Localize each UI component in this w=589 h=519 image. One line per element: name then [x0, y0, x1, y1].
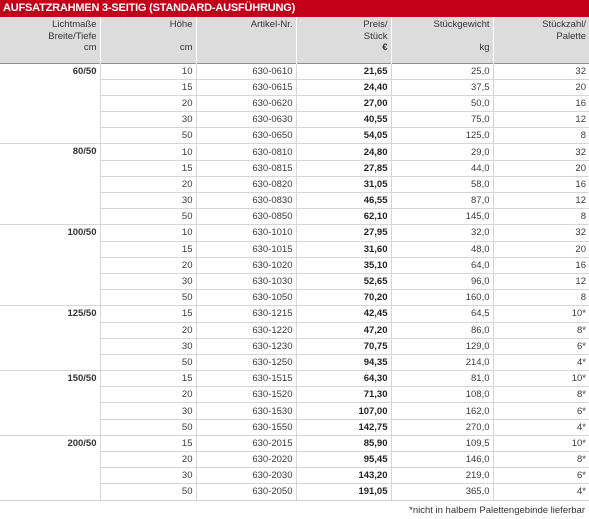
artikel-nr-cell: 630-0830	[196, 193, 296, 209]
size-cell	[0, 387, 100, 403]
size-cell	[0, 290, 100, 306]
hoehe-cell: 30	[100, 273, 196, 289]
stueckzahl-cell: 16	[493, 257, 589, 273]
table-header-row	[0, 17, 589, 63]
table-row	[0, 419, 589, 435]
header-text: Höhe	[169, 19, 193, 30]
hoehe-cell: 30	[100, 403, 196, 419]
size-cell: 60/50	[0, 63, 100, 79]
footnote: *nicht in halbem Palettengebinde lieferbar	[409, 504, 585, 516]
table-row	[0, 322, 589, 338]
hoehe-cell: 15	[100, 79, 196, 95]
size-cell: 150/50	[0, 371, 100, 387]
artikel-nr-cell: 630-1250	[196, 354, 296, 370]
hoehe-cell: 10	[100, 144, 196, 160]
preis-cell: 21,65	[296, 63, 391, 79]
gewicht-cell: 270,0	[391, 419, 493, 435]
hoehe-cell: 30	[100, 468, 196, 484]
size-cell	[0, 241, 100, 257]
size-cell	[0, 338, 100, 354]
header-text: Artikel-Nr.	[250, 19, 293, 30]
artikel-nr-cell: 630-1550	[196, 419, 296, 435]
artikel-nr-cell: 630-2050	[196, 484, 296, 500]
preis-cell: 95,45	[296, 452, 391, 468]
stueckzahl-cell: 6*	[493, 468, 589, 484]
price-table	[0, 17, 589, 501]
gewicht-cell: 44,0	[391, 160, 493, 176]
table-row	[0, 225, 589, 241]
stueckzahl-cell: 8*	[493, 452, 589, 468]
table-row	[0, 273, 589, 289]
stueckzahl-cell: 32	[493, 225, 589, 241]
header-unit: €	[382, 42, 388, 53]
table-row	[0, 63, 589, 79]
header-preis	[296, 17, 391, 63]
header-stueckgewicht	[391, 17, 493, 63]
stueckzahl-cell: 12	[493, 112, 589, 128]
preis-cell: 40,55	[296, 112, 391, 128]
gewicht-cell: 109,5	[391, 435, 493, 451]
gewicht-cell: 365,0	[391, 484, 493, 500]
preis-cell: 35,10	[296, 257, 391, 273]
table-row	[0, 176, 589, 192]
stueckzahl-cell: 32	[493, 63, 589, 79]
size-cell	[0, 95, 100, 111]
gewicht-cell: 108,0	[391, 387, 493, 403]
hoehe-cell: 50	[100, 354, 196, 370]
size-cell	[0, 176, 100, 192]
hoehe-cell: 30	[100, 193, 196, 209]
header-unit: cm	[83, 42, 97, 53]
table-row	[0, 354, 589, 370]
gewicht-cell: 87,0	[391, 193, 493, 209]
size-cell	[0, 484, 100, 500]
table-title: AUFSATZRAHMEN 3-SEITIG (STANDARD-AUSFÜHRUNG)	[0, 0, 589, 17]
table-row	[0, 257, 589, 273]
header-text: Breite/Tiefe	[48, 30, 97, 42]
table-row	[0, 79, 589, 95]
table-row	[0, 338, 589, 354]
gewicht-cell: 75,0	[391, 112, 493, 128]
table-row	[0, 387, 589, 403]
preis-cell: 27,85	[296, 160, 391, 176]
stueckzahl-cell: 6*	[493, 403, 589, 419]
artikel-nr-cell: 630-0650	[196, 128, 296, 144]
stueckzahl-cell: 4*	[493, 484, 589, 500]
preis-cell: 94,35	[296, 354, 391, 370]
stueckzahl-cell: 10*	[493, 371, 589, 387]
preis-cell: 27,95	[296, 225, 391, 241]
size-cell	[0, 160, 100, 176]
preis-cell: 142,75	[296, 419, 391, 435]
hoehe-cell: 50	[100, 290, 196, 306]
preis-cell: 54,05	[296, 128, 391, 144]
header-text: Stückzahl/	[542, 19, 586, 30]
size-cell	[0, 322, 100, 338]
table-row	[0, 403, 589, 419]
artikel-nr-cell: 630-1020	[196, 257, 296, 273]
table-row	[0, 468, 589, 484]
stueckzahl-cell: 32	[493, 144, 589, 160]
artikel-nr-cell: 630-0815	[196, 160, 296, 176]
size-cell	[0, 257, 100, 273]
table-row	[0, 209, 589, 225]
stueckzahl-cell: 20	[493, 160, 589, 176]
hoehe-cell: 20	[100, 322, 196, 338]
preis-cell: 143,20	[296, 468, 391, 484]
table-row	[0, 160, 589, 176]
artikel-nr-cell: 630-0615	[196, 79, 296, 95]
header-text: Stück	[363, 30, 388, 42]
stueckzahl-cell: 12	[493, 193, 589, 209]
size-cell	[0, 112, 100, 128]
preis-cell: 62,10	[296, 209, 391, 225]
artikel-nr-cell: 630-1215	[196, 306, 296, 322]
preis-cell: 71,30	[296, 387, 391, 403]
hoehe-cell: 15	[100, 306, 196, 322]
artikel-nr-cell: 630-2030	[196, 468, 296, 484]
preis-cell: 42,45	[296, 306, 391, 322]
size-cell	[0, 79, 100, 95]
hoehe-cell: 30	[100, 338, 196, 354]
preis-cell: 24,80	[296, 144, 391, 160]
size-cell	[0, 273, 100, 289]
size-cell	[0, 209, 100, 225]
gewicht-cell: 37,5	[391, 79, 493, 95]
artikel-nr-cell: 630-2015	[196, 435, 296, 451]
artikel-nr-cell: 630-0630	[196, 112, 296, 128]
header-lichtmasse	[0, 17, 100, 63]
artikel-nr-cell: 630-0810	[196, 144, 296, 160]
hoehe-cell: 20	[100, 257, 196, 273]
table-row	[0, 435, 589, 451]
header-text: Stückgewicht	[433, 19, 490, 30]
gewicht-cell: 125,0	[391, 128, 493, 144]
header-text: Lichtmaße	[52, 19, 97, 30]
size-cell: 200/50	[0, 435, 100, 451]
gewicht-cell: 145,0	[391, 209, 493, 225]
table-row	[0, 484, 589, 500]
stueckzahl-cell: 12	[493, 273, 589, 289]
preis-cell: 31,05	[296, 176, 391, 192]
size-cell: 100/50	[0, 225, 100, 241]
stueckzahl-cell: 8	[493, 290, 589, 306]
gewicht-cell: 64,0	[391, 257, 493, 273]
table-body	[0, 63, 589, 500]
gewicht-cell: 48,0	[391, 241, 493, 257]
artikel-nr-cell: 630-1030	[196, 273, 296, 289]
header-artikel-nr	[196, 17, 296, 63]
gewicht-cell: 81,0	[391, 371, 493, 387]
gewicht-cell: 25,0	[391, 63, 493, 79]
stueckzahl-cell: 4*	[493, 354, 589, 370]
stueckzahl-cell: 8*	[493, 322, 589, 338]
stueckzahl-cell: 8	[493, 128, 589, 144]
hoehe-cell: 15	[100, 241, 196, 257]
gewicht-cell: 219,0	[391, 468, 493, 484]
artikel-nr-cell: 630-1220	[196, 322, 296, 338]
stueckzahl-cell: 10*	[493, 435, 589, 451]
preis-cell: 24,40	[296, 79, 391, 95]
artikel-nr-cell: 630-1520	[196, 387, 296, 403]
hoehe-cell: 15	[100, 371, 196, 387]
preis-cell: 52,65	[296, 273, 391, 289]
table-row	[0, 371, 589, 387]
artikel-nr-cell: 630-1015	[196, 241, 296, 257]
table-row	[0, 193, 589, 209]
artikel-nr-cell: 630-1050	[196, 290, 296, 306]
size-cell	[0, 468, 100, 484]
header-unit: kg	[479, 42, 490, 53]
hoehe-cell: 10	[100, 63, 196, 79]
header-stueckzahl	[493, 17, 589, 63]
preis-cell: 191,05	[296, 484, 391, 500]
preis-cell: 31,60	[296, 241, 391, 257]
size-cell: 125/50	[0, 306, 100, 322]
gewicht-cell: 96,0	[391, 273, 493, 289]
stueckzahl-cell: 20	[493, 241, 589, 257]
table-row	[0, 290, 589, 306]
hoehe-cell: 50	[100, 209, 196, 225]
gewicht-cell: 64,5	[391, 306, 493, 322]
size-cell	[0, 419, 100, 435]
table-row	[0, 128, 589, 144]
header-text: Preis/	[363, 19, 388, 30]
stueckzahl-cell: 10*	[493, 306, 589, 322]
header-hoehe	[100, 17, 196, 63]
stueckzahl-cell: 8	[493, 209, 589, 225]
size-cell: 80/50	[0, 144, 100, 160]
gewicht-cell: 32,0	[391, 225, 493, 241]
gewicht-cell: 162,0	[391, 403, 493, 419]
gewicht-cell: 129,0	[391, 338, 493, 354]
artikel-nr-cell: 630-1530	[196, 403, 296, 419]
preis-cell: 27,00	[296, 95, 391, 111]
artikel-nr-cell: 630-0610	[196, 63, 296, 79]
hoehe-cell: 20	[100, 176, 196, 192]
artikel-nr-cell: 630-0850	[196, 209, 296, 225]
hoehe-cell: 50	[100, 484, 196, 500]
artikel-nr-cell: 630-0620	[196, 95, 296, 111]
preis-cell: 107,00	[296, 403, 391, 419]
preis-cell: 46,55	[296, 193, 391, 209]
artikel-nr-cell: 630-0820	[196, 176, 296, 192]
size-cell	[0, 452, 100, 468]
hoehe-cell: 20	[100, 452, 196, 468]
table-row	[0, 112, 589, 128]
gewicht-cell: 146,0	[391, 452, 493, 468]
size-cell	[0, 128, 100, 144]
table-row	[0, 306, 589, 322]
hoehe-cell: 20	[100, 95, 196, 111]
preis-cell: 70,75	[296, 338, 391, 354]
table-row	[0, 241, 589, 257]
gewicht-cell: 214,0	[391, 354, 493, 370]
hoehe-cell: 30	[100, 112, 196, 128]
preis-cell: 70,20	[296, 290, 391, 306]
gewicht-cell: 29,0	[391, 144, 493, 160]
artikel-nr-cell: 630-1010	[196, 225, 296, 241]
table-row	[0, 452, 589, 468]
hoehe-cell: 20	[100, 387, 196, 403]
stueckzahl-cell: 6*	[493, 338, 589, 354]
preis-cell: 85,90	[296, 435, 391, 451]
table-row	[0, 95, 589, 111]
stueckzahl-cell: 16	[493, 176, 589, 192]
hoehe-cell: 50	[100, 128, 196, 144]
header-unit: cm	[179, 42, 193, 53]
hoehe-cell: 50	[100, 419, 196, 435]
gewicht-cell: 50,0	[391, 95, 493, 111]
hoehe-cell: 15	[100, 435, 196, 451]
header-text: Palette	[556, 30, 586, 42]
size-cell	[0, 193, 100, 209]
gewicht-cell: 86,0	[391, 322, 493, 338]
stueckzahl-cell: 4*	[493, 419, 589, 435]
artikel-nr-cell: 630-2020	[196, 452, 296, 468]
size-cell	[0, 354, 100, 370]
hoehe-cell: 10	[100, 225, 196, 241]
artikel-nr-cell: 630-1230	[196, 338, 296, 354]
artikel-nr-cell: 630-1515	[196, 371, 296, 387]
hoehe-cell: 15	[100, 160, 196, 176]
stueckzahl-cell: 20	[493, 79, 589, 95]
stueckzahl-cell: 8*	[493, 387, 589, 403]
size-cell	[0, 403, 100, 419]
gewicht-cell: 160,0	[391, 290, 493, 306]
stueckzahl-cell: 16	[493, 95, 589, 111]
preis-cell: 47,20	[296, 322, 391, 338]
gewicht-cell: 58,0	[391, 176, 493, 192]
table-row	[0, 144, 589, 160]
preis-cell: 64,30	[296, 371, 391, 387]
